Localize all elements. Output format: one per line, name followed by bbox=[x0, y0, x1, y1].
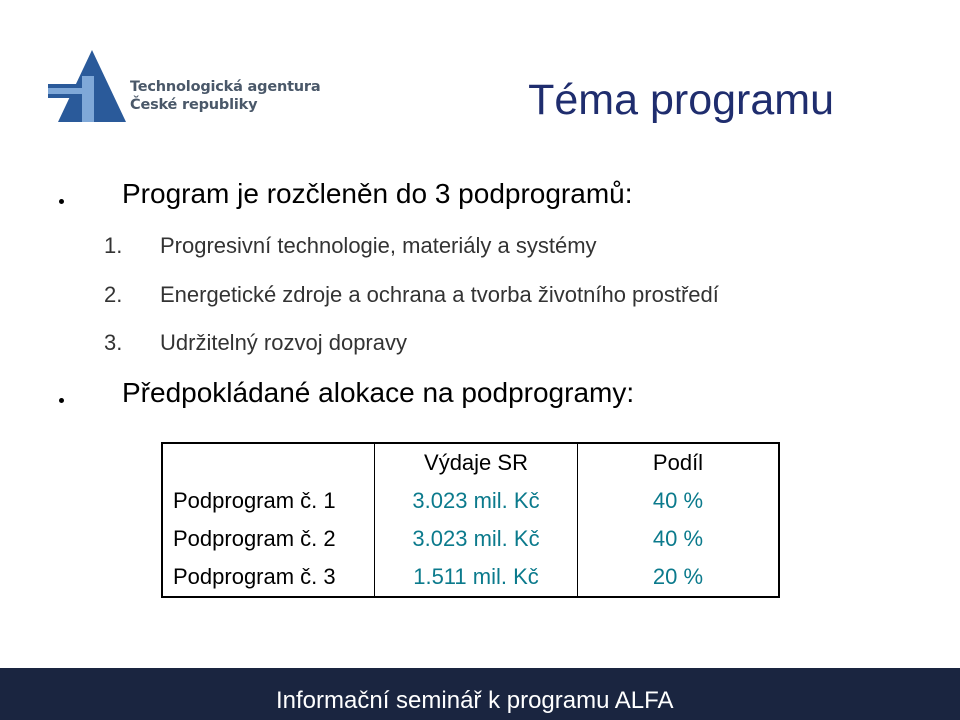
table-cell-share: 40 % bbox=[578, 520, 780, 558]
subprogram-number: 3. bbox=[104, 330, 123, 355]
footer-text: Informační seminář k programu ALFA bbox=[276, 687, 674, 714]
table-cell-expenditure: 3.023 mil. Kč bbox=[375, 520, 578, 558]
table-header-cell: Podíl bbox=[578, 443, 780, 482]
agency-logo-text bbox=[130, 78, 320, 114]
subprogram-number: 2. bbox=[104, 282, 123, 307]
table-row bbox=[162, 520, 779, 558]
agency-logo-icon bbox=[48, 48, 128, 126]
logo-line-2: České republiky bbox=[130, 97, 258, 113]
bullet-subprograms: Program je rozčleněn do 3 podprogramů: bbox=[122, 178, 633, 209]
table-header-cell: Výdaje SR bbox=[375, 443, 578, 482]
table-row bbox=[162, 558, 779, 597]
table-cell-expenditure: 1.511 mil. Kč bbox=[375, 558, 578, 597]
table-cell-subprogram: Podprogram č. 2 bbox=[162, 520, 375, 558]
footer-bar bbox=[0, 668, 960, 720]
bullet-dot bbox=[59, 199, 64, 204]
table-header-row bbox=[162, 443, 779, 482]
subprogram-number: 1. bbox=[104, 233, 123, 258]
table-header-cell bbox=[162, 443, 375, 482]
allocation-table bbox=[161, 442, 780, 598]
subprogram-text: Progresivní technologie, materiály a systémy bbox=[160, 233, 597, 258]
table-row bbox=[162, 482, 779, 520]
logo-line-1: Technologická agentura bbox=[130, 79, 321, 95]
bullet-dot bbox=[59, 398, 64, 403]
table-cell-share: 40 % bbox=[578, 482, 780, 520]
table-cell-expenditure: 3.023 mil. Kč bbox=[375, 482, 578, 520]
table-cell-share: 20 % bbox=[578, 558, 780, 597]
bullet-allocations: Předpokládané alokace na podprogramy: bbox=[122, 377, 635, 408]
subprogram-text: Udržitelný rozvoj dopravy bbox=[160, 330, 407, 355]
table-cell-subprogram: Podprogram č. 1 bbox=[162, 482, 375, 520]
agency-logo bbox=[48, 48, 321, 126]
subprogram-text: Energetické zdroje a ochrana a tvorba životního prostředí bbox=[160, 282, 719, 307]
slide-title: Téma programu bbox=[528, 76, 834, 124]
table-cell-subprogram: Podprogram č. 3 bbox=[162, 558, 375, 597]
